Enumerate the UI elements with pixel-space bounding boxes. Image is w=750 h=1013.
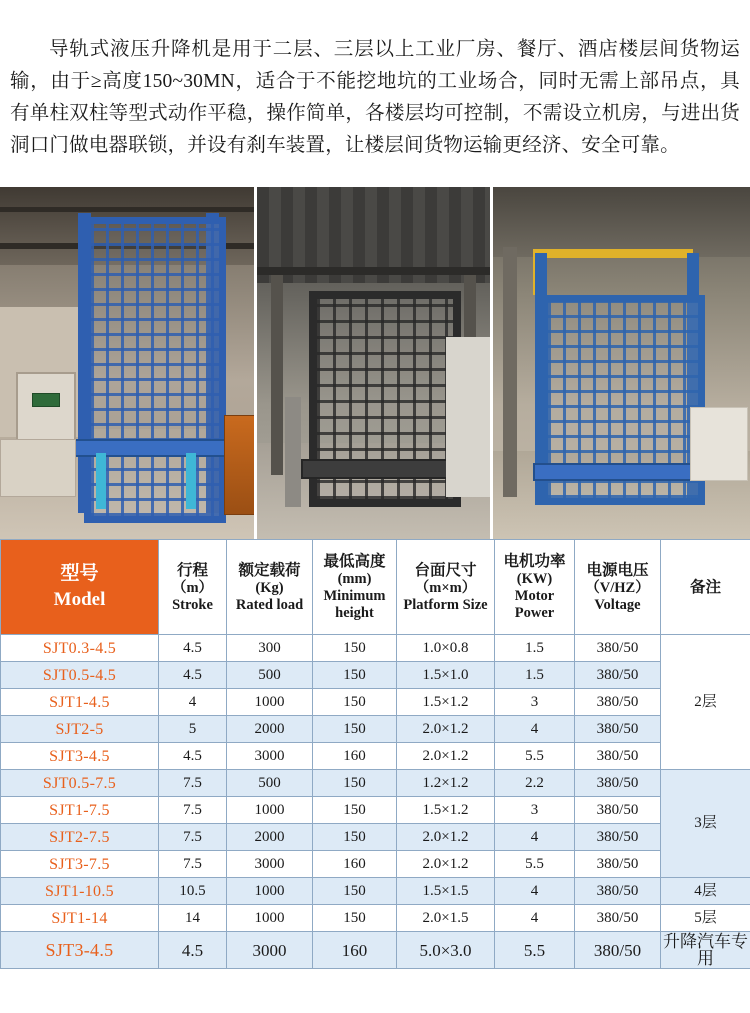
cell-model: SJT2-5 [1, 716, 159, 743]
col-header-platform-size [397, 540, 495, 635]
cell-motor-power: 4 [495, 824, 575, 851]
table-row [1, 770, 750, 797]
col-header-minimum-height-en: Minimum height [315, 588, 394, 622]
photo-dark-frame-cargo-lift-in-steel-building [257, 187, 490, 539]
col-header-motor-power-en: Motor Power [497, 588, 572, 622]
cell-platform-size: 1.5×1.2 [397, 689, 495, 716]
cell-rated-load: 2000 [227, 824, 313, 851]
col-header-model-cn: 型号 [60, 563, 98, 584]
table-row [1, 716, 750, 743]
cell-remark: 2层 [661, 635, 750, 770]
cell-motor-power: 3 [495, 689, 575, 716]
cell-stroke: 14 [159, 905, 227, 932]
cell-rated-load: 300 [227, 635, 313, 662]
cell-platform-size: 2.0×1.2 [397, 743, 495, 770]
cell-stroke: 5 [159, 716, 227, 743]
cell-platform-size: 5.0×3.0 [397, 932, 495, 969]
cell-remark: 升降汽车专用 [661, 932, 750, 969]
cell-motor-power: 5.5 [495, 932, 575, 969]
cell-voltage: 380/50 [575, 716, 661, 743]
cell-minimum-height: 160 [313, 743, 397, 770]
cell-voltage: 380/50 [575, 797, 661, 824]
cell-stroke: 4.5 [159, 743, 227, 770]
cell-voltage: 380/50 [575, 878, 661, 905]
col-header-minimum-height-cn: 最低高度 [323, 553, 385, 570]
cell-motor-power: 5.5 [495, 851, 575, 878]
product-description: 导轨式液压升降机是用于二层、三层以上工业厂房、餐厅、酒店楼层间货物运输，由于≥高度150~30MN，适合于不能挖地坑的工业场合，同时无需上部吊点，具有单柱双柱等型式动作平稳，操作简单，各楼层均可控制，不需设立机房，与进出货洞口门做电器联锁，并设有刹车装置，让楼层间货物运输更经济、安全可靠。 [0, 20, 750, 168]
col-header-platform-size-en: Platform Size [399, 597, 492, 614]
table-row [1, 905, 750, 932]
cell-stroke: 4.5 [159, 662, 227, 689]
cell-minimum-height: 150 [313, 824, 397, 851]
cell-voltage: 380/50 [575, 662, 661, 689]
cell-model: SJT1-14 [1, 905, 159, 932]
cell-minimum-height: 150 [313, 797, 397, 824]
cell-platform-size: 2.0×1.2 [397, 824, 495, 851]
cell-platform-size: 1.2×1.2 [397, 770, 495, 797]
table-header-row [1, 540, 750, 635]
cell-stroke: 7.5 [159, 824, 227, 851]
cell-motor-power: 5.5 [495, 743, 575, 770]
cell-remark: 5层 [661, 905, 750, 932]
col-header-voltage [575, 540, 661, 635]
cell-minimum-height: 160 [313, 932, 397, 969]
col-header-motor-power [495, 540, 575, 635]
cell-minimum-height: 150 [313, 878, 397, 905]
col-header-rated-load [227, 540, 313, 635]
cell-voltage: 380/50 [575, 689, 661, 716]
col-header-rated-load-unit: (Kg) [229, 580, 310, 597]
cell-rated-load: 2000 [227, 716, 313, 743]
col-header-voltage-en: Voltage [577, 597, 658, 614]
cell-rated-load: 1000 [227, 797, 313, 824]
cell-model: SJT1-10.5 [1, 878, 159, 905]
cell-minimum-height: 150 [313, 689, 397, 716]
cell-stroke: 10.5 [159, 878, 227, 905]
cell-stroke: 7.5 [159, 797, 227, 824]
cell-stroke: 7.5 [159, 851, 227, 878]
table-row [1, 878, 750, 905]
cell-model: SJT0.5-4.5 [1, 662, 159, 689]
cell-minimum-height: 150 [313, 716, 397, 743]
product-detail-page [0, 20, 750, 1013]
table-row [1, 743, 750, 770]
col-header-stroke-unit: （m） [161, 580, 224, 597]
cell-stroke: 4.5 [159, 635, 227, 662]
cell-voltage: 380/50 [575, 932, 661, 969]
specification-table [0, 539, 750, 969]
cell-voltage: 380/50 [575, 635, 661, 662]
col-header-model-en: Model [54, 589, 106, 610]
cell-stroke: 4 [159, 689, 227, 716]
col-header-rated-load-en: Rated load [229, 597, 310, 614]
col-header-rated-load-cn: 额定载荷 [238, 562, 300, 579]
cell-motor-power: 1.5 [495, 635, 575, 662]
col-header-model [1, 540, 159, 635]
col-header-voltage-unit: （V/HZ） [577, 580, 658, 597]
col-header-minimum-height [313, 540, 397, 635]
table-row [1, 635, 750, 662]
cell-model: SJT3-7.5 [1, 851, 159, 878]
cell-minimum-height: 150 [313, 635, 397, 662]
cell-model: SJT1-7.5 [1, 797, 159, 824]
col-header-stroke [159, 540, 227, 635]
cell-rated-load: 3000 [227, 932, 313, 969]
cell-minimum-height: 160 [313, 851, 397, 878]
cell-platform-size: 1.0×0.8 [397, 635, 495, 662]
cell-model: SJT2-7.5 [1, 824, 159, 851]
cell-model: SJT0.3-4.5 [1, 635, 159, 662]
table-row [1, 824, 750, 851]
cell-motor-power: 4 [495, 905, 575, 932]
cell-remark: 3层 [661, 770, 750, 878]
cell-platform-size: 2.0×1.2 [397, 851, 495, 878]
cell-model: SJT3-4.5 [1, 743, 159, 770]
cell-voltage: 380/50 [575, 824, 661, 851]
cell-rated-load: 1000 [227, 905, 313, 932]
cell-voltage: 380/50 [575, 851, 661, 878]
photo-blue-guide-rail-lift-in-workshop [0, 187, 254, 539]
specification-table-wrap [0, 539, 750, 969]
cell-rated-load: 3000 [227, 743, 313, 770]
product-photo-strip [0, 187, 750, 539]
table-row [1, 932, 750, 969]
cell-stroke: 4.5 [159, 932, 227, 969]
cell-rated-load: 500 [227, 770, 313, 797]
cell-minimum-height: 150 [313, 905, 397, 932]
cell-platform-size: 1.5×1.2 [397, 797, 495, 824]
col-header-motor-power-cn: 电机功率 [503, 553, 565, 570]
cell-voltage: 380/50 [575, 770, 661, 797]
col-header-platform-size-unit: （m×m） [399, 580, 492, 597]
cell-voltage: 380/50 [575, 743, 661, 770]
cell-minimum-height: 150 [313, 662, 397, 689]
cell-rated-load: 1000 [227, 878, 313, 905]
col-header-stroke-cn: 行程 [177, 562, 208, 579]
cell-model: SJT3-4.5 [1, 932, 159, 969]
col-header-remark: 备注 [661, 540, 750, 635]
col-header-stroke-en: Stroke [161, 597, 224, 614]
table-row [1, 797, 750, 824]
table-row [1, 662, 750, 689]
cell-motor-power: 3 [495, 797, 575, 824]
cell-platform-size: 2.0×1.5 [397, 905, 495, 932]
cell-rated-load: 3000 [227, 851, 313, 878]
table-row [1, 689, 750, 716]
cell-rated-load: 1000 [227, 689, 313, 716]
cell-model: SJT1-4.5 [1, 689, 159, 716]
col-header-voltage-cn: 电源电压 [586, 562, 648, 579]
col-header-minimum-height-unit: (mm) [315, 571, 394, 588]
cell-motor-power: 2.2 [495, 770, 575, 797]
table-row [1, 851, 750, 878]
cell-stroke: 7.5 [159, 770, 227, 797]
cell-rated-load: 500 [227, 662, 313, 689]
cell-platform-size: 2.0×1.2 [397, 716, 495, 743]
cell-model: SJT0.5-7.5 [1, 770, 159, 797]
table-body [1, 635, 750, 969]
cell-platform-size: 1.5×1.0 [397, 662, 495, 689]
photo-blue-cage-lift-outdoor-platform [493, 187, 750, 539]
cell-platform-size: 1.5×1.5 [397, 878, 495, 905]
cell-motor-power: 4 [495, 716, 575, 743]
cell-motor-power: 4 [495, 878, 575, 905]
cell-motor-power: 1.5 [495, 662, 575, 689]
cell-remark: 4层 [661, 878, 750, 905]
cell-minimum-height: 150 [313, 770, 397, 797]
cell-voltage: 380/50 [575, 905, 661, 932]
col-header-platform-size-cn: 台面尺寸 [414, 562, 476, 579]
col-header-motor-power-unit: (KW) [497, 571, 572, 588]
